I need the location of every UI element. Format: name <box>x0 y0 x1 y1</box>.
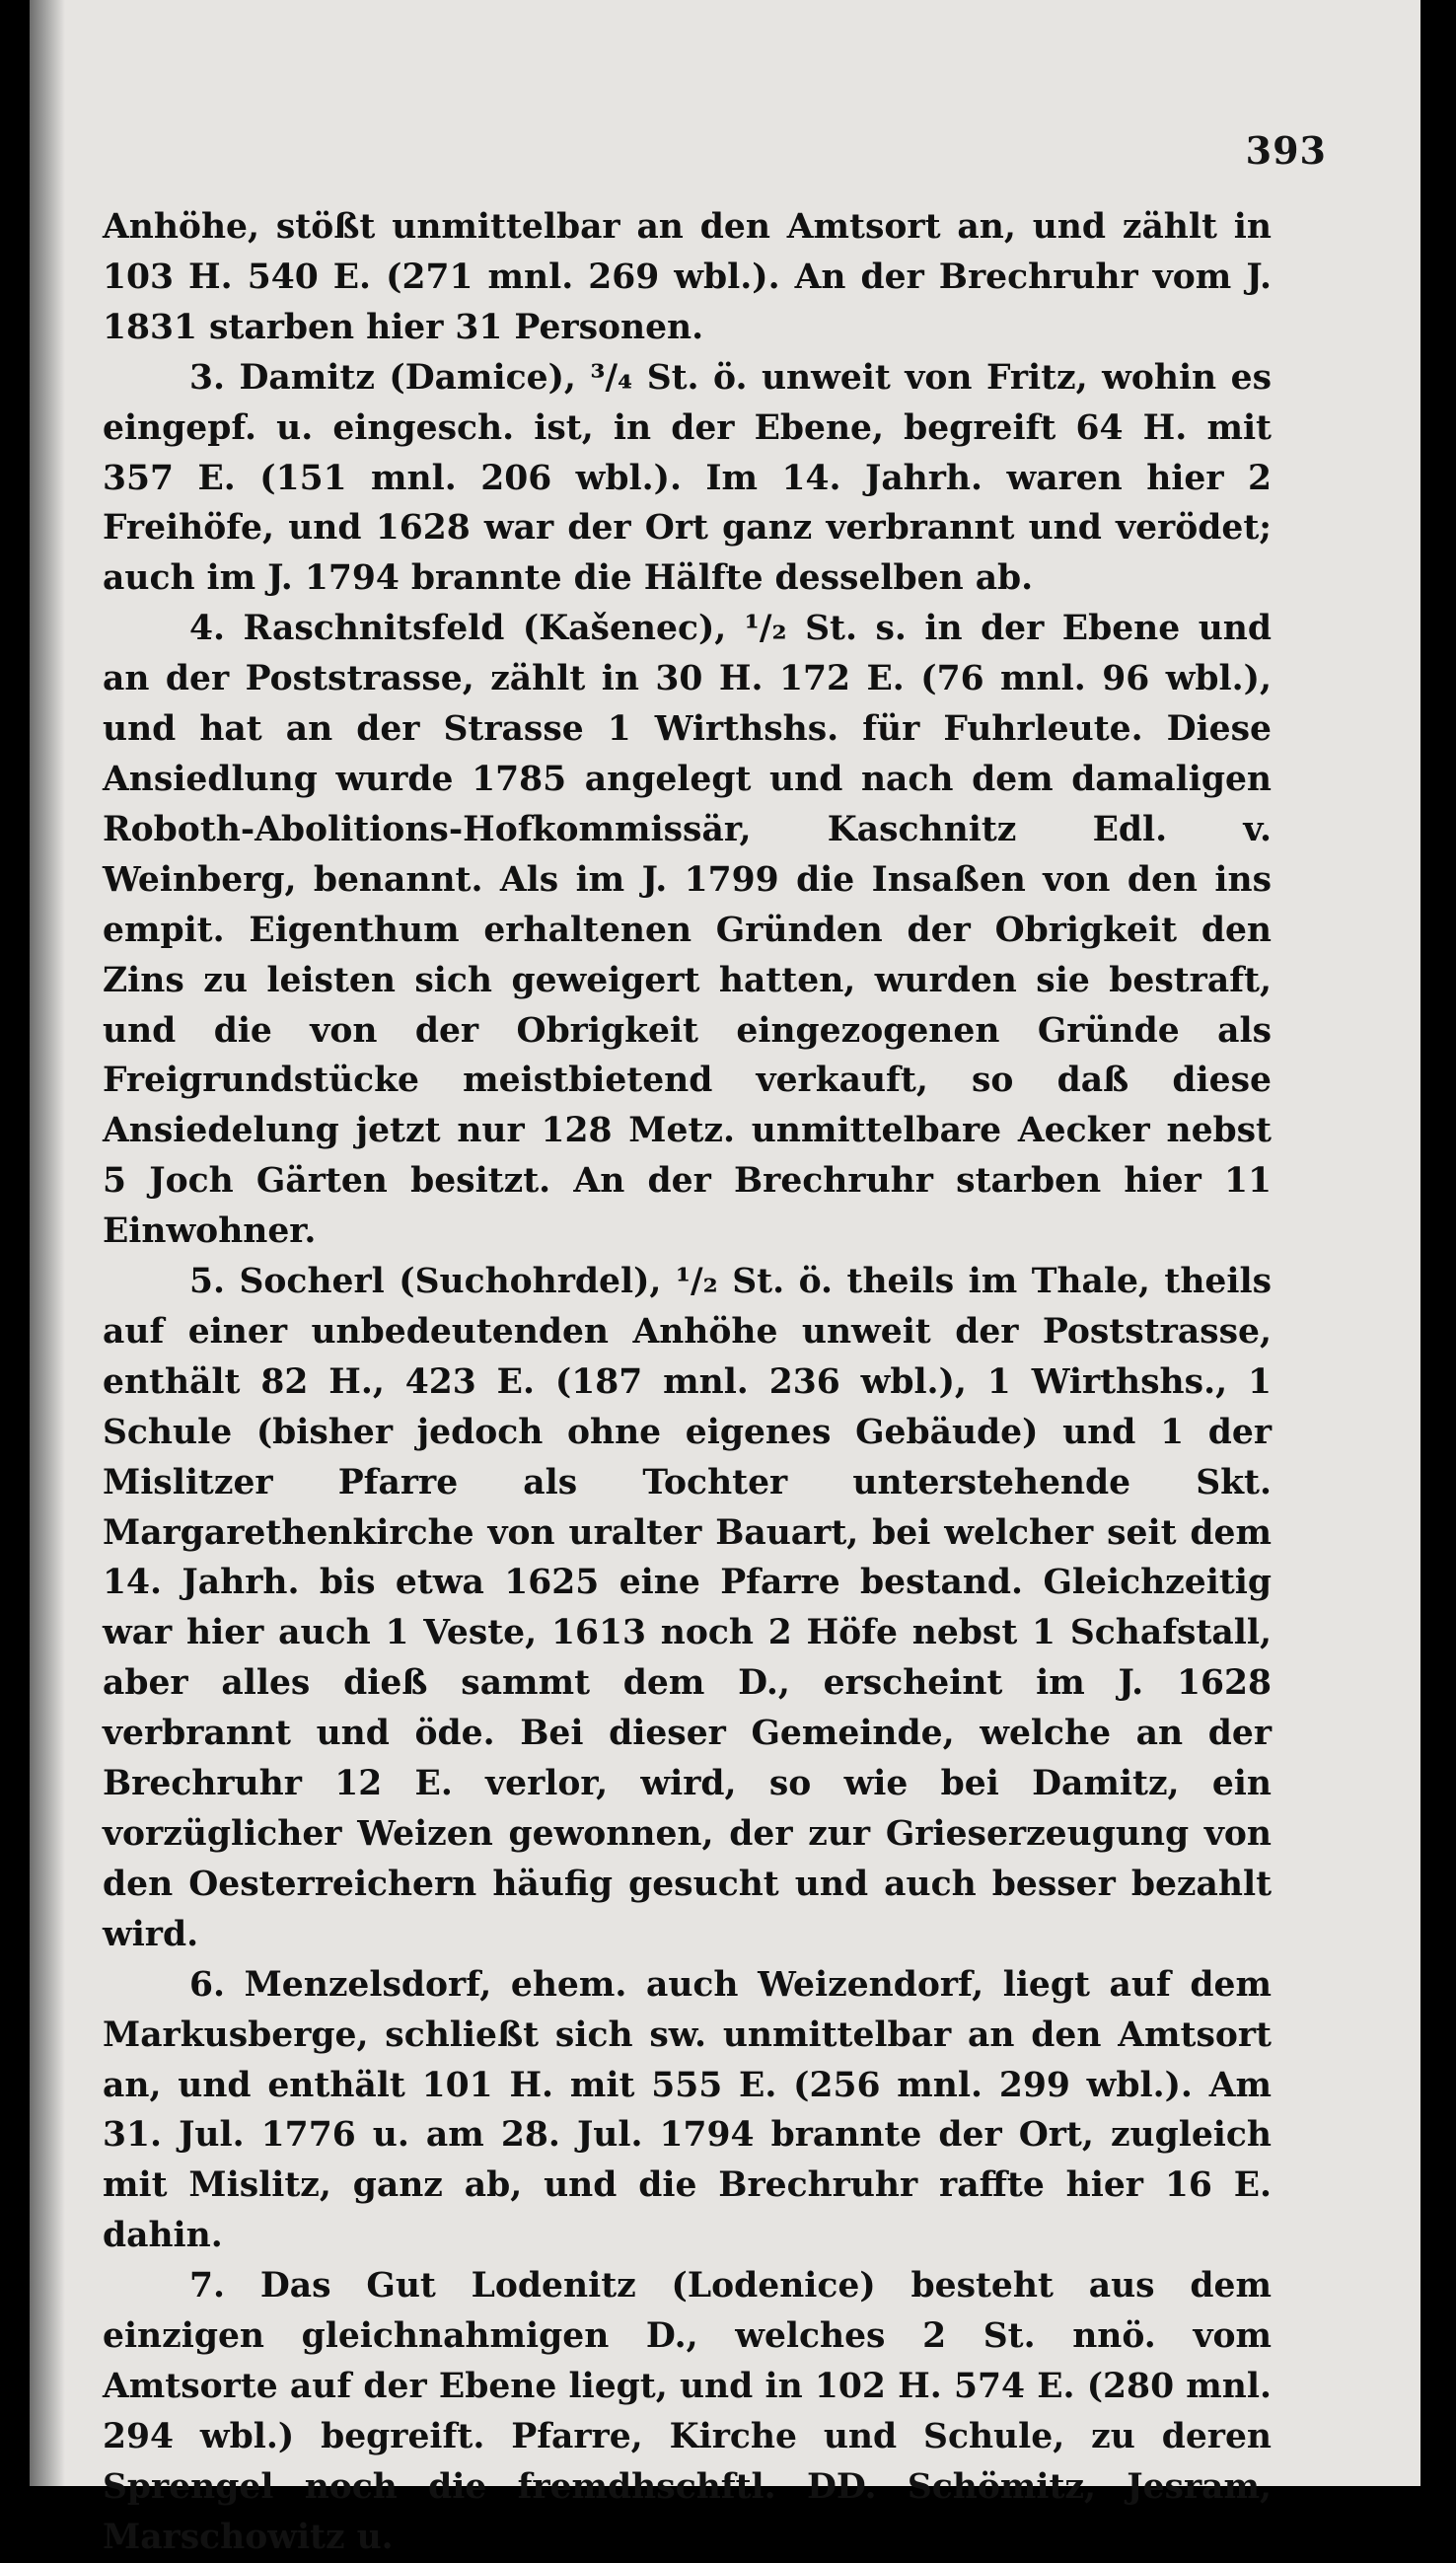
book-page <box>30 0 1420 2557</box>
page-number: 393 <box>1245 128 1327 173</box>
paragraph-menzelsdorf: 6. Menzelsdorf, ehem. auch Weizendorf, liegt auf dem Markusberge, schließt sich sw. unmittelbar an den Amtsort an, und enthält 101 H. mit 555 E. (256 mnl. 299 wbl.). Am 31. Jul. 1776 u. am 28. Jul. 1794 brannte der Ort, zugleich mit Mislitz, ganz ab, und die Brechruhr raffte hier 16 E. dahin. <box>103 1964 1272 2256</box>
paragraph-lodenitz: 7. Das Gut Lodenitz (Lodenice) besteht aus dem einzigen gleichnahmigen D., welches 2 St. nnö. vom Amtsorte auf der Ebene liegt, und in 102 H. 574 E. (280 mnl. 294 wbl.) begreift. Pfarre, Kirche und Schule, zu deren Sprengel noch die fremdhschftl. DD. Schömitz, Jesram, Marschowitz u. <box>103 2266 1272 2557</box>
paragraph-continuation: Anhöhe, stößt unmittelbar an den Amtsort an, und zählt in 103 H. 540 E. (271 mnl. 269 wbl.). An der Brechruhr vom J. 1831 starben hier 31 Personen. <box>103 207 1272 347</box>
body-text <box>103 202 1272 2563</box>
paragraph-damitz: 3. Damitz (Damice), ³/₄ St. ö. unweit von Fritz, wohin es eingepf. u. eingesch. ist, in der Ebene, begreift 64 H. mit 357 E. (151 mnl. 206 wbl.). Im 14. Jahrh. waren hier 2 Freihöfe, und 1628 war der Ort ganz verbrannt und verödet; auch im J. 1794 brannte die Hälfte desselben ab. <box>103 357 1272 599</box>
page-gutter-shadow <box>30 0 65 2486</box>
paragraph-raschnitsfeld: 4. Raschnitsfeld (Kašenec), ¹/₂ St. s. in der Ebene und an der Poststrasse, zählt in 30 H. 172 E. (76 mnl. 96 wbl.), und hat an der Strasse 1 Wirthshs. für Fuhrleute. Diese Ansiedlung wurde 1785 angelegt und nach dem damaligen Roboth-Abolitions-Hofkommissär, Kaschnitz Edl. v. Weinberg, benannt. Als im J. 1799 die Insaßen von den ins empit. Eigenthum erhaltenen Gründen der Obrigkeit den Zins zu leisten sich geweigert hatten, wurden sie bestraft, und die von der Obrigkeit eingezogenen Gründe als Freigrundstücke meistbietend verkauft, so daß diese Ansiedelung jetzt nur 128 Metz. unmittelbare Aecker nebst 5 Joch Gärten besitzt. An der Brechruhr starben hier 11 Einwohner. <box>103 609 1272 1252</box>
paragraph-socherl: 5. Socherl (Suchohrdel), ¹/₂ St. ö. theils im Thale, theils auf einer unbedeutenden Anhöhe unweit der Poststrasse, enthält 82 H., 423 E. (187 mnl. 236 wbl.), 1 Wirthshs., 1 Schule (bisher jedoch ohne eigenes Gebäude) und 1 der Mislitzer Pfarre als Tochter unterstehende Skt. Margarethenkirche von uralter Bauart, bei welcher seit dem 14. Jahrh. bis etwa 1625 eine Pfarre bestand. Gleichzeitig war hier auch 1 Veste, 1613 noch 2 Höfe nebst 1 Schafstall, aber alles dieß sammt dem D., erscheint im J. 1628 verbrannt und öde. Bei dieser Gemeinde, welche an der Brechruhr 12 E. verlor, wird, so wie bei Damitz, ein vorzüglicher Weizen gewonnen, der zur Grieserzeugung von den Oesterreichern häufig gesucht und auch besser bezahlt wird. <box>103 1262 1272 1954</box>
